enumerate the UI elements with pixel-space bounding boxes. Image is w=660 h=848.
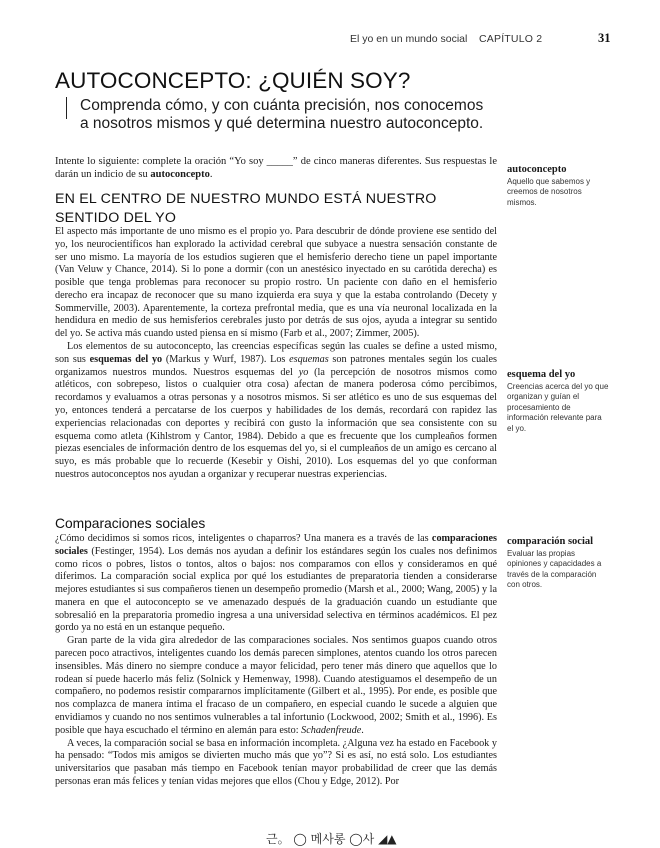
running-head-chapter: CAPÍTULO 2 <box>479 33 543 45</box>
glossary-definition: Creencias acerca del yo que organizan y guían el procesamiento de información relevante para el yo. <box>507 382 609 433</box>
glossary-term: comparación social <box>507 536 594 547</box>
page-title: AUTOCONCEPTO: ¿QUIÉN SOY? <box>55 68 411 93</box>
paragraph: Gran parte de la vida gira alrededor de las comparaciones sociales. Nos sentimos guapos cuando otros parecen poco atractivos, inteligentes cuando los demás parecen simplones, atentos cuando los otros parecen insensibles. Más dinero no siempre conduce a mayor felicidad, pero tener más dinero que aquellos que lo rodean sí puede hacerlo más feliz (Solnick y Hemenway, 1998). Cuando atestiguamos el desempeño de un compañero, no podemos resistir compararnos implícitamente (Gilbert et al., 1995). Por ende, es posible que nos complazca de manera íntima el fracaso de un compañero, en especial cuando le sucede a alguien que envidiamos y cuando no nos sentimos vulnerables a tal infortunio (Lockwood, 2002; Smith et al., 1996). Es posible que haya escuchado el término en alemán para esto: Schadenfreude. <box>55 635 497 736</box>
key-term: esquemas del yo <box>89 353 163 365</box>
glossary-term: autoconcepto <box>507 164 567 175</box>
paragraph: El aspecto más importante de uno mismo es el propio yo. Para descubrir de dónde proviene ese sentido del yo, los neurocientíficos han explorado la actividad cerebral que subyace a nuestra sensación constante de ser uno mismo. La mayoría de los estudios sugieren que el hemisferio derecho tiene un papel importante (Van Veluw y Chance, 2014). Si lo pone a dormir (con un anestésico inyectado en su carótida derecha) es posible que tenga problemas para reconocer su propio rostro. Un paciente con daño en el hemisferio derecho era incapaz de reconocer que su mano izquierda era suya y que la estaba controlando (Decety y Sommerville, 2003). Aparentemente, la corteza prefrontal media, que es una vía neuronal localizada en la hendidura en medio de sus hemisferios cerebrales justo por detrás de sus ojos, ayuda a integrar su sentido del yo. Se activa más cuando usted piensa en sí mismo (Farb et al., 2007; Zimmer, 2005). <box>55 226 497 340</box>
glossary-term: esquema del yo <box>507 369 576 380</box>
paragraph: ¿Cómo decidimos si somos ricos, inteligentes o chaparros? Una manera es a través de las comparaciones sociales (Festinger, 1954). Los demás nos ayudan a definir los estándares según los cuales nos definimos como ricos o pobres, listos o tontos, altos o bajos: nos comparamos con ellos y consideramos en qué diferimos. La comparación social explica por qué los estudiantes de preparatoria tienden a considerarse mejores estudiantes si sus compañeros tienen un desempeño promedio (Marsh et al., 2000; Wang, 2005) y la manera en que el autoconcepto se ve amenazado después de la graduación cuando un estudiante que sobresalió en la preparatoria promedio ingresa a una universidad selectiva en términos académicos. El pez gordo ya no está en un estanque pequeño. <box>55 533 497 634</box>
section-self-body <box>55 226 497 482</box>
running-head-section: El yo en un mundo social <box>350 33 468 45</box>
section-heading-self: EN EL CENTRO DE NUESTRO MUNDO ESTÁ NUESTRO SENTIDO DEL YO <box>55 191 437 226</box>
glossary-entry <box>507 536 609 591</box>
paragraph: A veces, la comparación social se basa en información incompleta. ¿Alguna vez ha estado en Facebook y ha pensado: “Todos mis amigos se divierten mucho más que yo”? Si es así, no está solo. Los estudiantes universitarios que pasaban más tiempo en Facebook tenían mayor probabilidad de creer que las demás personas eran más felices y tenían vidas mejores que ellos (Chou y Edge, 2012). Por <box>55 737 497 787</box>
glossary-entry <box>507 369 609 434</box>
objective-rule <box>66 97 67 119</box>
glossary-entry <box>507 164 609 208</box>
learning-objective: Comprenda cómo, y con cuánta precisión, nos conocemos a nosotros mismos y qué determina nuestro autoconcepto. <box>80 97 484 132</box>
intro-paragraph: Intente lo siguiente: complete la oración “Yo soy _____” de cinco maneras diferentes. Sus respuestas le darán un indicio de su autoconcepto. <box>55 156 497 180</box>
page-number: 31 <box>598 31 611 45</box>
glossary-definition: Evaluar las propias opiniones y capacidades a través de la comparación con otros. <box>507 549 602 590</box>
section-comparison-body <box>55 533 497 789</box>
key-term: comparaciones sociales <box>55 533 497 557</box>
paragraph: Los elementos de su autoconcepto, las creencias específicas según las cuales se define a usted mismo, son sus esquemas del yo (Markus y Wurf, 1987). Los esquemas son patrones mentales según los cuales organizamos nuestros mundos. Nuestros esquemas del yo (la percepción de nosotros mismos como atléticos, con sobrepeso, listos o cualquier otra cosa) afectan de manera poderosa cómo percibimos, recordamos y evaluamos a otras personas y a nosotros mismos. Si ser atlético es uno de sus esquemas del yo, entonces tenderá a percatarse de los cuerpos y habilidades de los demás, recordará con rapidez las experiencias relacionadas con deportes y recibirá con gusto la información que sea consistente con su esquema como atleta (Kihlstrom y Cantor, 1984). Debido a que es frecuente que los cumpleaños formen piezas esenciales de información dentro de los esquemas del yo, si el cumpleaños de un amigo es cercano al suyo, es más probable que lo recuerde (Kesebir y Oishi, 2010). Los esquemas del yo que conforman nuestros autoconceptos nos ayudan a organizar y recuperar nuestras experiencias. <box>55 341 497 480</box>
footer-watermark: 근。 ◯ 메사롱 ◯사 ◢▲ <box>266 832 397 846</box>
section-heading-social-comparison: Comparaciones sociales <box>55 516 206 531</box>
intro-bold-term: autoconcepto <box>150 169 210 180</box>
glossary-definition: Aquello que sabemos y creemos de nosotros mismos. <box>507 177 591 207</box>
